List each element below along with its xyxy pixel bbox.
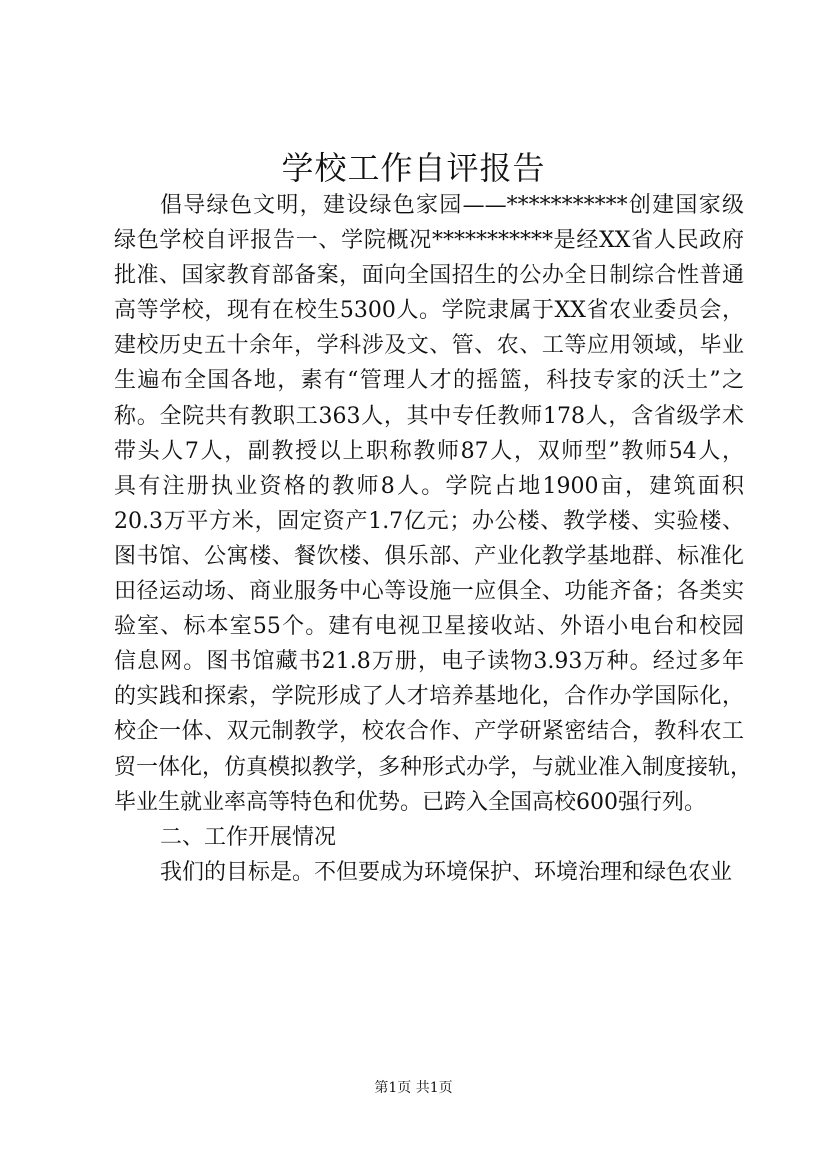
body-line: 生遍布全国各地，素有“管理人才的摇篮，科技专家的沃土”之 bbox=[114, 368, 744, 394]
section-heading: 二、工作开展情况 bbox=[160, 824, 337, 850]
body-line: 的实践和探索，学院形成了人才培养基地化，合作办学国际化， bbox=[114, 684, 744, 710]
body-line: 信息网。图书馆藏书21.8万册，电子读物3.93万种。经过多年 bbox=[114, 649, 744, 675]
body-line: 建校历史五十余年，学科涉及文、管、农、工等应用领域，毕业 bbox=[114, 333, 744, 359]
document-title: 学校工作自评报告 bbox=[281, 149, 546, 187]
body-line: 批准、国家教育部备案，面向全国招生的公办全日制综合性普通 bbox=[114, 263, 744, 289]
body-line: 20.3万平方米，固定资产1.7亿元；办公楼、教学楼、实验楼、 bbox=[114, 508, 744, 534]
body-line: 田径运动场、商业服务中心等设施一应俱全、功能齐备；各类实 bbox=[114, 579, 744, 605]
body-line: 校企一体、双元制教学，校农合作、产学研紧密结合，教科农工 bbox=[114, 719, 744, 745]
paragraph-2 bbox=[114, 855, 744, 890]
paragraph-1 bbox=[114, 188, 753, 820]
body-line: 称。全院共有教职工363人，其中专任教师178人，含省级学术 bbox=[114, 403, 744, 429]
body-line: 验室、标本室55个。建有电视卫星接收站、外语小电台和校园 bbox=[114, 614, 744, 640]
page-footer: 第1页 共1页 bbox=[374, 1080, 453, 1096]
body-line: 具有注册执业资格的教师8人。学院占地1900亩，建筑面积 bbox=[114, 473, 744, 499]
body-line: 带头人7人，副教授以上职称教师87人，双师型”教师54人， bbox=[114, 438, 744, 464]
body-line: 倡导绿色文明，建设绿色家园——***********创建国家级 bbox=[160, 193, 744, 218]
document-body bbox=[114, 188, 753, 890]
body-line: 毕业生就业率高等特色和优势。已跨入全国高校600强行列。 bbox=[114, 789, 706, 815]
body-line: 高等学校，现有在校生5300人。学院隶属于XX省农业委员会， bbox=[114, 298, 744, 324]
body-line: 图书馆、公寓楼、餐饮楼、俱乐部、产业化教学基地群、标准化 bbox=[114, 543, 744, 569]
body-line: 贸一体化，仿真模拟教学，多种形式办学，与就业准入制度接轨， bbox=[114, 754, 753, 780]
body-line: 我们的目标是。不但要成为环境保护、环境治理和绿色农业 bbox=[160, 859, 733, 885]
body-line: 绿色学校自评报告一、学院概况***********是经XX省人民政府 bbox=[114, 228, 744, 254]
